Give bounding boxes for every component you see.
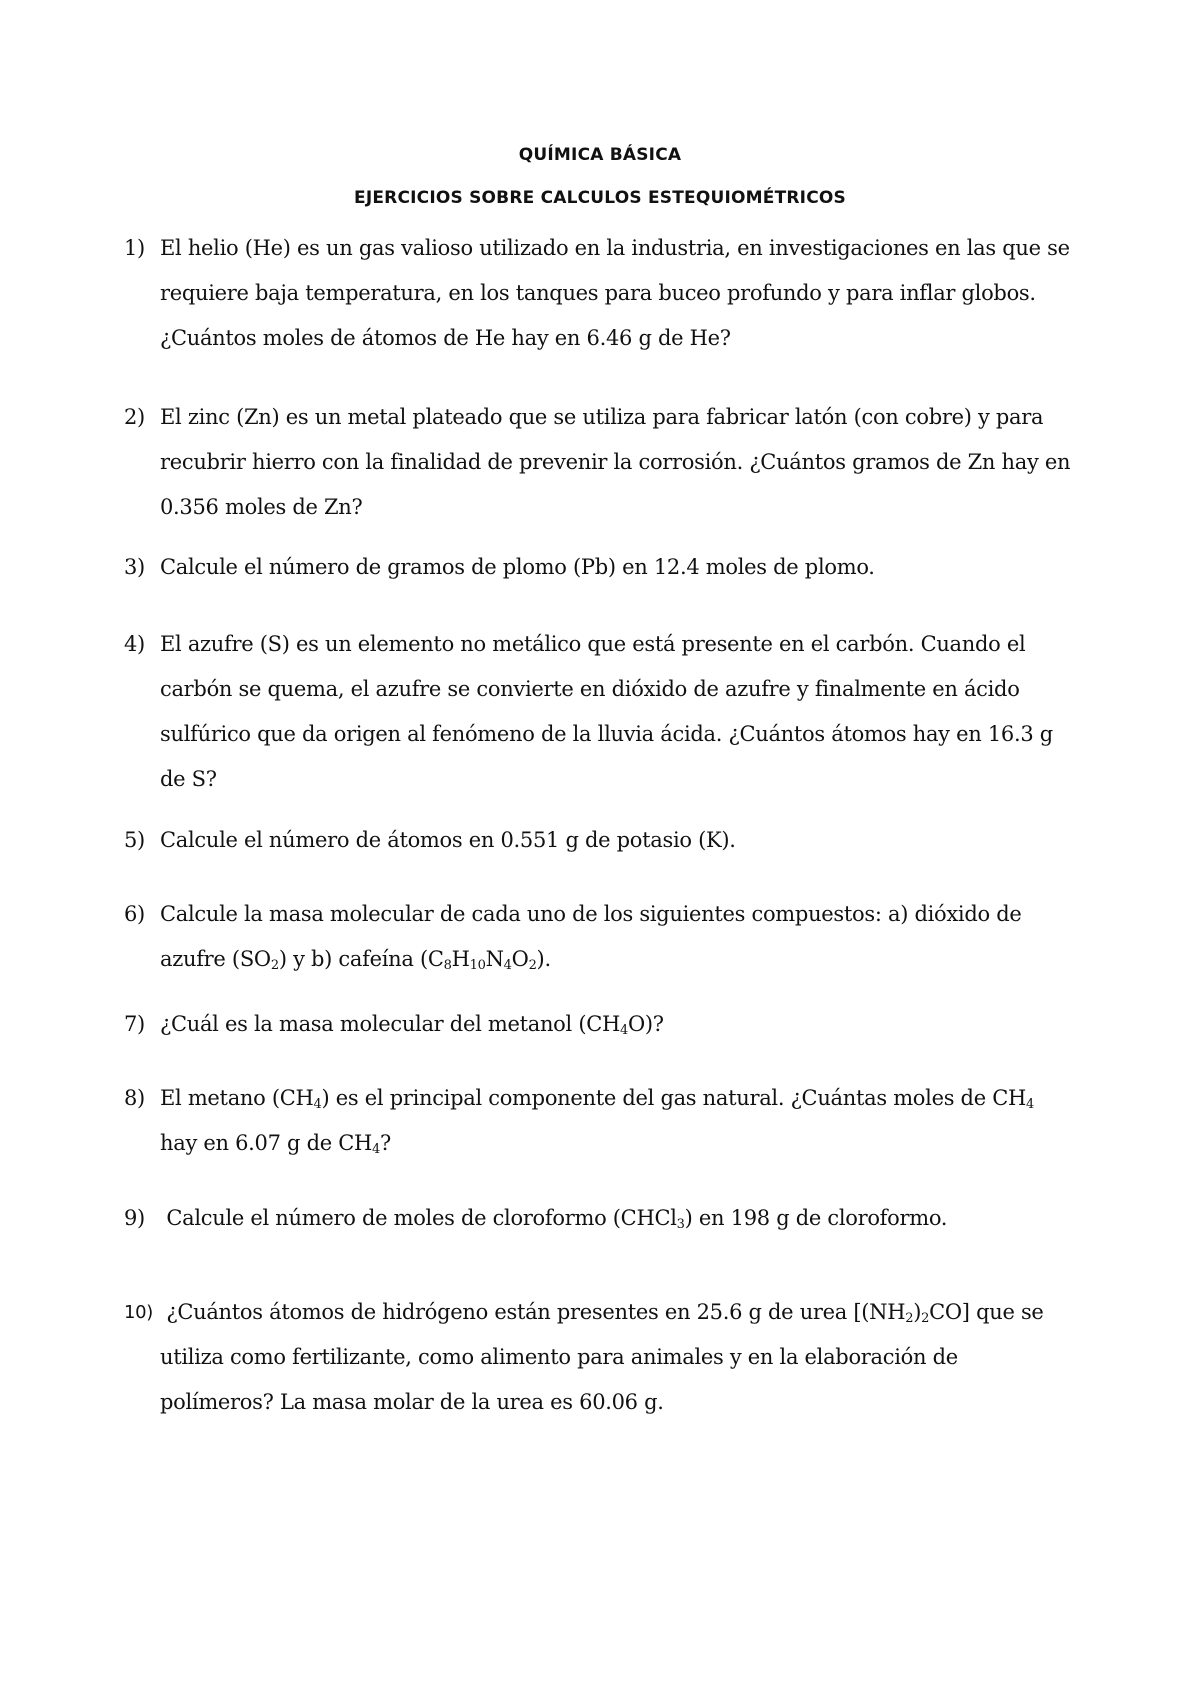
exercise-text	[160, 1290, 1084, 1425]
subscript: 4	[313, 1097, 322, 1112]
exercise-text	[160, 226, 1084, 361]
text-run: ¿Cuál es la masa molecular del metanol (CH	[160, 1012, 620, 1036]
document-subtitle: EJERCICIOS SOBRE CALCULOS ESTEQUIOMÉTRICOS	[354, 188, 846, 208]
exercise-line: recubrir hierro con la finalidad de prevenir la corrosión. ¿Cuántos gramos de Zn hay en	[160, 450, 1071, 474]
exercise-1	[124, 226, 1084, 361]
exercise-number: 3)	[124, 555, 145, 579]
exercise-number: 6)	[124, 902, 145, 926]
subscript: 4	[1025, 1097, 1034, 1112]
exercise-number: 10)	[124, 1302, 154, 1323]
subscript: 8	[443, 958, 452, 973]
exercise-number: 8)	[124, 1086, 145, 1110]
exercise-line: utiliza como fertilizante, como alimento para animales y en la elaboración de	[160, 1345, 958, 1369]
subscript: 4	[620, 1023, 628, 1038]
exercise-line: Calcule el número de átomos en 0.551 g de potasio (K).	[160, 828, 736, 852]
text-run: ) en 198 g de cloroformo.	[684, 1206, 948, 1230]
exercise-text	[160, 545, 1084, 590]
exercise-9	[124, 1196, 1084, 1241]
exercise-line: El helio (He) es un gas valioso utilizado en la industria, en investigaciones en las que se	[160, 236, 1070, 260]
subscript: 4	[372, 1142, 380, 1157]
exercise-line	[160, 1121, 1084, 1166]
subscript: 2	[905, 1311, 914, 1326]
subscript: 2	[921, 1311, 930, 1326]
exercise-line: El azufre (S) es un elemento no metálico que está presente en el carbón. Cuando el	[160, 632, 1026, 656]
exercise-8	[124, 1076, 1084, 1166]
exercise-line	[160, 1076, 1084, 1121]
text-run: )	[913, 1300, 922, 1324]
exercise-line: ¿Cuántos moles de átomos de He hay en 6.46 g de He?	[160, 326, 731, 350]
exercise-6	[124, 892, 1084, 982]
exercise-line: Calcule el número de gramos de plomo (Pb) en 12.4 moles de plomo.	[160, 555, 875, 579]
exercise-10	[124, 1290, 1084, 1425]
exercise-5	[124, 818, 1084, 863]
exercise-text	[160, 1196, 1084, 1241]
text-run: CO] que se	[929, 1300, 1044, 1324]
exercise-line	[160, 1290, 1084, 1335]
subscript: 10	[469, 958, 486, 973]
subscript: 2	[528, 958, 537, 973]
exercise-text	[160, 1076, 1084, 1166]
exercise-7	[124, 1002, 1084, 1047]
exercise-line: Calcule la masa molecular de cada uno de los siguientes compuestos: a) dióxido de	[160, 902, 1022, 926]
text-run: azufre (SO	[160, 947, 271, 971]
exercise-number: 5)	[124, 828, 145, 852]
text-run: O	[511, 947, 529, 971]
exercise-number: 1)	[124, 236, 145, 260]
exercise-text	[160, 622, 1084, 802]
exercise-line: carbón se quema, el azufre se convierte en dióxido de azufre y finalmente en ácido	[160, 677, 1020, 701]
text-run: Calcule el número de moles de cloroformo (CHCl	[160, 1206, 677, 1230]
subscript: 3	[676, 1217, 685, 1232]
exercise-line	[160, 1002, 1084, 1047]
text-run: ?	[379, 1131, 391, 1155]
subscript: 2	[270, 958, 279, 973]
exercise-line: 0.356 moles de Zn?	[160, 495, 363, 519]
exercise-text	[160, 892, 1084, 982]
subscript: 4	[503, 958, 512, 973]
exercise-2	[124, 395, 1084, 530]
text-run: O)?	[627, 1012, 664, 1036]
text-run: H	[451, 947, 470, 971]
exercise-number: 4)	[124, 632, 145, 656]
text-run: ¿Cuántos átomos de hidrógeno están presentes en 25.6 g de urea [(NH	[160, 1300, 906, 1324]
exercise-3	[124, 545, 1084, 590]
exercise-text	[160, 818, 1084, 863]
exercise-text	[160, 395, 1084, 530]
exercise-line: requiere baja temperatura, en los tanques para buceo profundo y para inflar globos.	[160, 281, 1036, 305]
text-run: El metano (CH	[160, 1086, 314, 1110]
text-run: N	[485, 947, 504, 971]
exercise-line: de S?	[160, 767, 217, 791]
exercise-line: sulfúrico que da origen al fenómeno de la lluvia ácida. ¿Cuántos átomos hay en 16.3 g	[160, 722, 1053, 746]
exercise-line: El zinc (Zn) es un metal plateado que se utiliza para fabricar latón (con cobre) y para	[160, 405, 1044, 429]
text-run: hay en 6.07 g de CH	[160, 1131, 372, 1155]
text-run: ) es el principal componente del gas natural. ¿Cuántas moles de CH	[321, 1086, 1026, 1110]
exercise-line	[160, 1196, 1084, 1241]
exercise-number: 7)	[124, 1012, 145, 1036]
exercise-number: 2)	[124, 405, 145, 429]
exercise-line	[160, 937, 1084, 982]
exercise-number: 9)	[124, 1206, 145, 1230]
text-run: ).	[536, 947, 551, 971]
exercise-4	[124, 622, 1084, 802]
exercise-text	[160, 1002, 1084, 1047]
exercise-line: polímeros? La masa molar de la urea es 60.06 g.	[160, 1390, 664, 1414]
document-title: QUÍMICA BÁSICA	[518, 145, 682, 165]
text-run: ) y b) cafeína (C	[278, 947, 444, 971]
